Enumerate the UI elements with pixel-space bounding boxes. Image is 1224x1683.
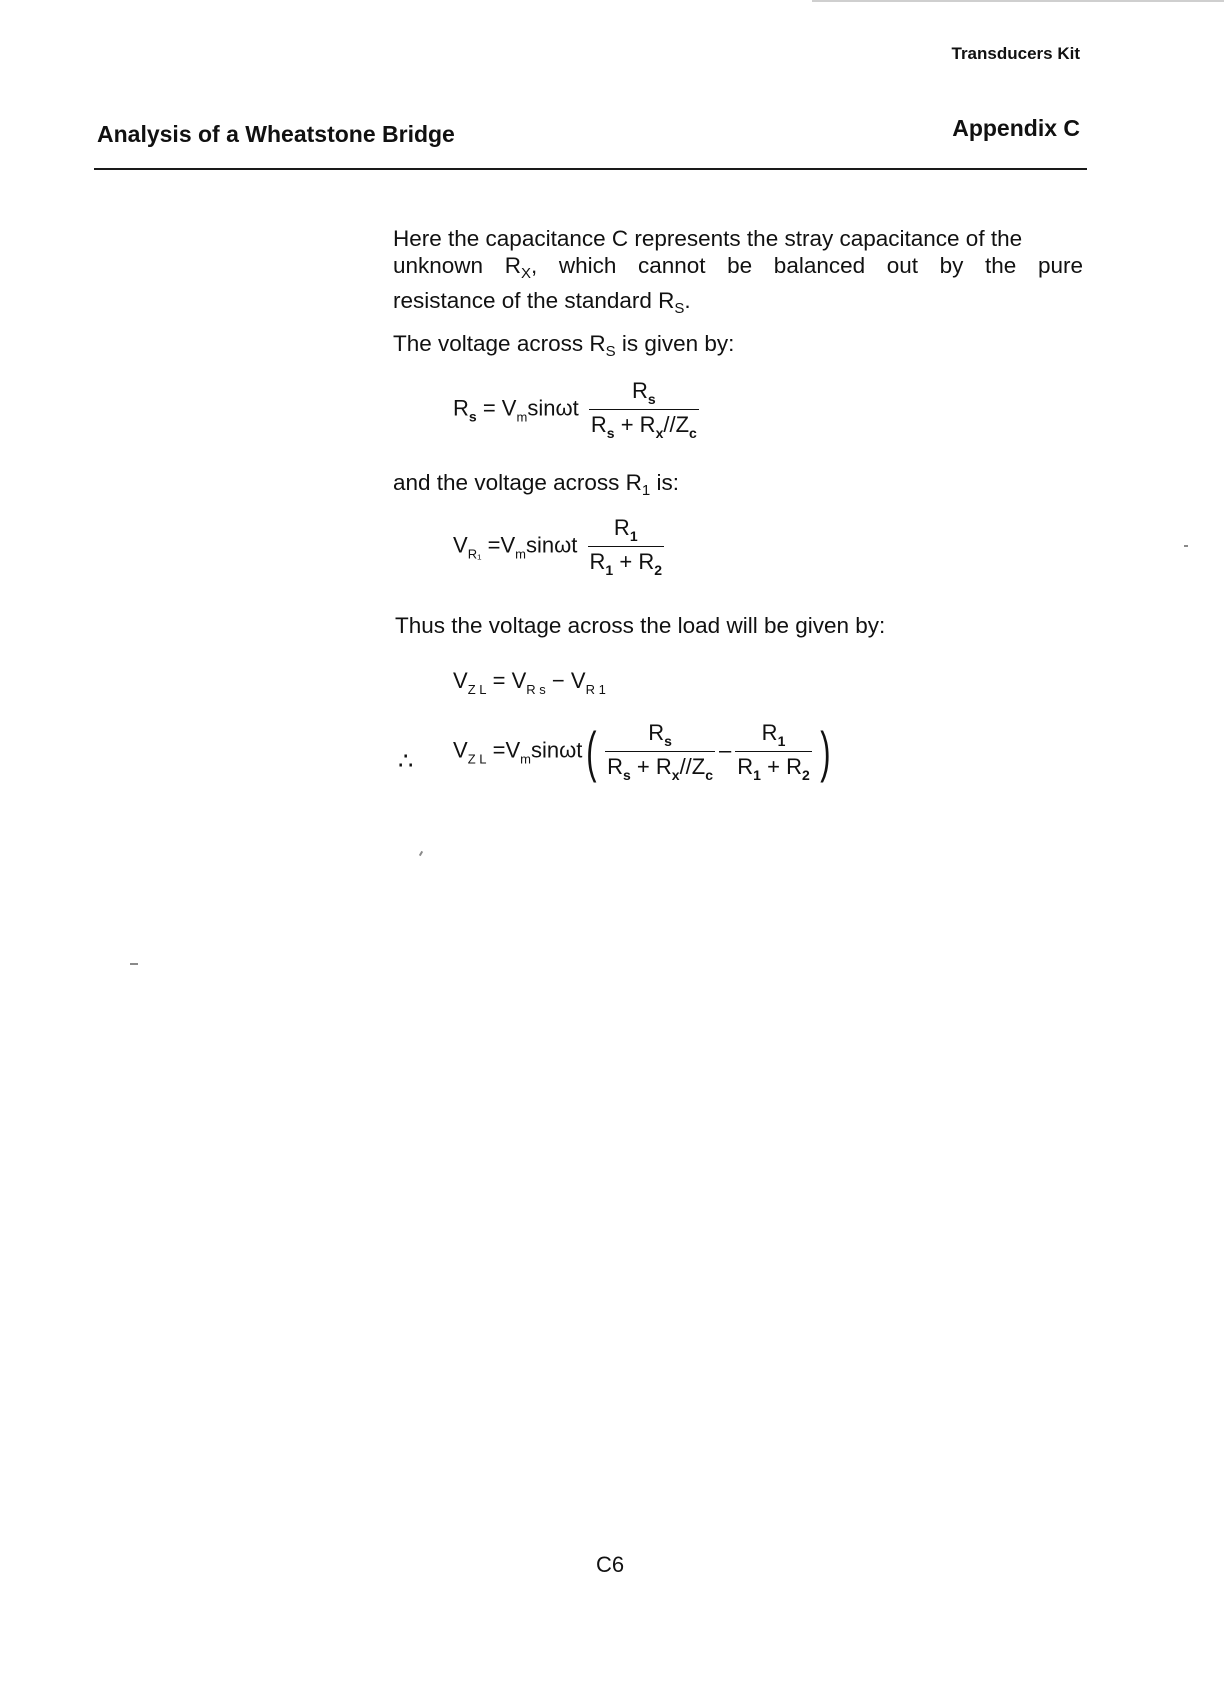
eq1-den-plus: + — [620, 412, 634, 437]
top-edge-rule — [812, 0, 1224, 2]
eq1-den-c: //Z — [663, 412, 690, 437]
intro-paragraph — [393, 225, 1083, 322]
voltage-rs-text: The voltage across R — [393, 331, 606, 356]
eq3-vrs: V — [511, 668, 527, 693]
eq4-f1-num-r: R — [648, 720, 665, 745]
eq4-f1-den-c: //Z — [679, 754, 706, 779]
eq2-lhs-sub: R₁ — [467, 546, 482, 562]
eq1-num-sub: s — [647, 391, 656, 407]
eq2-den-a: R — [589, 549, 606, 574]
eq3-vrs-sub: R s — [526, 682, 546, 697]
eq2-den-a-sub: 1 — [605, 562, 614, 578]
eq4-vm: V — [505, 737, 521, 763]
eq4-right-paren: ) — [819, 719, 831, 783]
eq2-fraction — [588, 515, 664, 578]
eq2-denominator — [588, 547, 664, 578]
equation-load-voltage — [453, 720, 834, 783]
eq4-f1-den-plus: + — [636, 754, 650, 779]
eq4-f1-den-b: R — [655, 754, 672, 779]
voltage-rs-subscript: S — [605, 343, 616, 360]
eq1-num-r: R — [632, 378, 648, 403]
eq4-f1-num-sub: s — [664, 733, 672, 749]
intro-line-3-text: resistance of the standard R — [393, 288, 675, 313]
eq4-f1-denominator — [605, 752, 715, 783]
eq4-f1-den-a-sub: s — [622, 767, 631, 783]
intro-line-2-rest: , which cannot be balanced out by the pure — [530, 253, 1083, 278]
equation-load-difference — [453, 668, 606, 697]
eq1-den-c-sub: c — [689, 425, 697, 441]
eq2-num-sub: 1 — [629, 528, 638, 544]
eq4-f2-den-plus: + — [767, 754, 780, 779]
eq4-f2-den-b: R — [786, 754, 802, 779]
eq4-fraction-1 — [605, 720, 715, 783]
eq1-lhs: R — [453, 395, 469, 421]
eq1-equals: = — [482, 395, 496, 421]
scan-speck — [419, 851, 423, 856]
eq4-left-paren: ( — [586, 719, 597, 783]
eq2-den-plus: + — [619, 549, 633, 574]
eq4-f2-den-a-sub: 1 — [753, 767, 761, 783]
eq2-lhs: V — [453, 532, 468, 558]
eq1-numerator — [589, 378, 699, 410]
eq1-den-b: R — [639, 412, 656, 437]
eq2-vm: V — [500, 532, 516, 558]
eq4-f2-numerator — [735, 720, 811, 752]
eq3-equals: = — [492, 668, 506, 693]
eq3-minus: − — [551, 668, 565, 693]
intro-line-2-text: unknown R — [393, 253, 521, 278]
eq4-f2-denominator — [735, 752, 811, 783]
intro-line-1: Here the capacitance C represents the stray capacitance of the — [393, 226, 1023, 251]
scan-speck — [130, 963, 138, 965]
equation-voltage-r1 — [453, 515, 668, 578]
scan-speck — [1184, 545, 1188, 547]
voltage-rs-rest: is given by: — [615, 331, 735, 356]
eq3-vr1: V — [570, 668, 586, 693]
eq1-lhs-sub: s — [468, 408, 477, 425]
eq4-f2-num-r: R — [761, 720, 778, 745]
eq4-vm-sub: m — [520, 751, 531, 767]
rs-subscript: S — [674, 300, 685, 317]
eq2-vm-sub: m — [515, 546, 526, 562]
eq1-sin: sinωt — [527, 395, 579, 421]
eq2-numerator — [588, 515, 664, 547]
eq3-lhs-sub: Z L — [467, 682, 487, 697]
eq4-f1-den-c-sub: c — [705, 767, 714, 783]
eq4-sin: sinωt — [531, 737, 583, 763]
eq1-den-b-sub: x — [655, 425, 664, 441]
intro-line-3 — [393, 287, 1083, 322]
voltage-r1-rest: is: — [650, 470, 680, 495]
eq4-f1-den-b-sub: x — [671, 767, 680, 783]
eq4-f1-den-a: R — [607, 754, 623, 779]
intro-line-3-rest: . — [684, 288, 691, 313]
eq2-num-r: R — [613, 515, 630, 540]
page-title: Analysis of a Wheatstone Bridge — [97, 121, 455, 147]
eq4-lhs: V — [453, 737, 468, 763]
therefore-symbol: ∴ — [398, 748, 414, 775]
eq4-f1-numerator — [605, 720, 715, 752]
equation-voltage-rs — [453, 378, 703, 441]
eq4-fraction-2 — [735, 720, 811, 783]
eq1-vm-sub: m — [516, 409, 528, 425]
eq2-den-b-sub: 2 — [654, 562, 663, 578]
eq2-den-b: R — [638, 549, 655, 574]
eq1-denominator — [589, 410, 699, 441]
appendix-label: Appendix C — [952, 115, 1080, 141]
voltage-r1-subscript: 1 — [641, 482, 651, 499]
voltage-r1-intro — [393, 469, 679, 504]
eq1-den-a: R — [590, 412, 607, 437]
voltage-rs-intro — [393, 330, 734, 365]
eq3-vr1-sub: R 1 — [585, 682, 606, 697]
kit-name: Transducers Kit — [951, 44, 1080, 63]
voltage-r1-text: and the voltage across R — [393, 470, 642, 495]
header-rule — [94, 168, 1087, 170]
eq1-vm: V — [501, 395, 517, 421]
eq4-equals: = — [492, 737, 506, 763]
rx-subscript: X — [520, 265, 531, 282]
eq3-lhs: V — [453, 668, 468, 693]
eq1-fraction — [589, 378, 699, 441]
eq2-equals: = — [487, 532, 501, 558]
eq4-lhs-sub: Z L — [467, 751, 487, 767]
page-number: C6 — [595, 1552, 625, 1577]
eq4-f2-num-sub: 1 — [777, 733, 786, 749]
intro-line-2 — [393, 252, 1083, 287]
eq4-f2-den-b-sub: 2 — [801, 767, 810, 783]
eq4-f2-den-a: R — [737, 754, 754, 779]
eq1-den-a-sub: s — [606, 425, 615, 441]
eq2-sin: sinωt — [525, 532, 578, 558]
load-voltage-intro: Thus the voltage across the load will be given by: — [395, 613, 886, 638]
eq4-minus: – — [719, 737, 732, 763]
